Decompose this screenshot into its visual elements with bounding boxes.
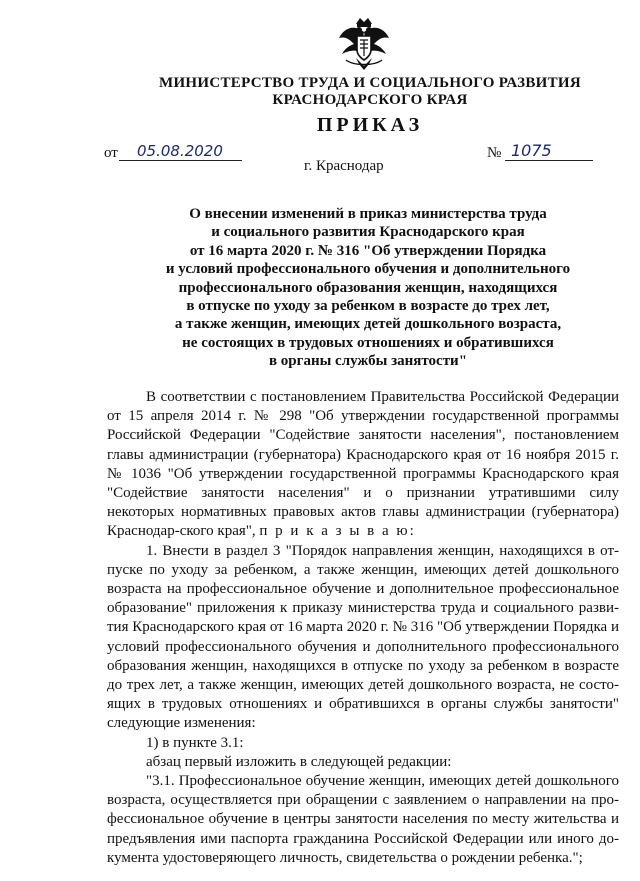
order-body <box>107 388 619 868</box>
order-title: ПРИКАЗ <box>316 114 424 136</box>
subject-line: не состоящих в трудовых отношениях и обратившихся <box>182 334 554 351</box>
order-subject <box>150 205 586 371</box>
preamble-text: В соответствии с постановлением Правительства Российской Федерации от 15 апреля 2014 г. № 298 "Об утверждении государственной программы Российской Федерации "Содействие занятости населения", постановлением главы администрации (губернатора) Краснодарского края от 16 ноября 2015 г. № 1036 "Об утверждении государственной программы Краснодарского края "Содействие занятости населения" и о признании утратившими силу некоторых нормативных правовых актов главы администрации (губернатора) Краснодар-ского края", <box>107 389 619 540</box>
order-date: 05.08.2020 <box>119 141 242 161</box>
coat-of-arms-emblem <box>336 14 392 72</box>
subitem-1-heading: 1) в пункте 3.1: <box>146 734 244 751</box>
preamble-paragraph <box>107 388 619 542</box>
subject-line: профессионального образования женщин, находящихся <box>178 279 558 296</box>
subitem-1-text: абзац первый изложить в следующей редакции: <box>146 753 452 770</box>
date-label: от <box>104 145 118 161</box>
new-wording-quote: "3.1. Профессиональное обучение женщин, имеющих детей дошкольного возраста, осуществляется при обращении с заявлением о направлении на про-фессиональное обучение в центры занятости населения по месту жительства и предъявления ими паспорта гражданина Российской Федерации или иного до-кумента удостоверяющего личность, свидетельства о рождении ребенка."; <box>107 773 619 866</box>
number-label: № <box>487 145 502 161</box>
subject-line: в органы службы занятости" <box>268 353 468 370</box>
subject-line: а также женщин, имеющих детей дошкольного возраста, <box>174 316 562 333</box>
order-number: 1075 <box>505 141 593 161</box>
ministry-name-line1: МИНИСТЕРСТВО ТРУДА И СОЦИАЛЬНОГО РАЗВИТИЯ <box>159 75 581 91</box>
order-directive: п р и к а з ы в а ю: <box>259 523 416 540</box>
subject-line: О внесении изменений в приказ министерства труда <box>189 206 547 222</box>
ministry-name-line2: КРАСНОДАРСКОГО КРАЯ <box>272 92 468 108</box>
city-name: г. Краснодар <box>304 158 384 174</box>
subject-line: от 16 марта 2020 г. № 316 "Об утверждении Порядка <box>189 242 547 259</box>
subject-line: в отпуске по уходу за ребенком в возрасте до трех лет, <box>186 298 550 315</box>
item-1-paragraph: 1. Внести в раздел 3 "Порядок направления женщин, находящихся в от-пуске по уходу за ребенком, а также женщин, имеющих детей дошкольного возраста на профессиональное обучение и дополнительное профессиональное образование" приложения к приказу министерства труда и социального разви-тия Краснодарского края от 16 марта 2020 г. № 316 "Об утверждении Порядка и условий профессионального обучения и дополнительного профессионального образования женщин, находящихся в отпуске по уходу за ребенком в возрасте до трех лет, а также женщин, имеющих детей дошкольного возраста, не состо-ящих в трудовых отношениях и обратившихся в органы службы занятости" следующие изменения: <box>107 542 619 732</box>
subject-line: и социального развития Краснодарского края <box>211 224 525 241</box>
subject-line: и условий профессионального обучения и дополнительного <box>165 261 571 278</box>
